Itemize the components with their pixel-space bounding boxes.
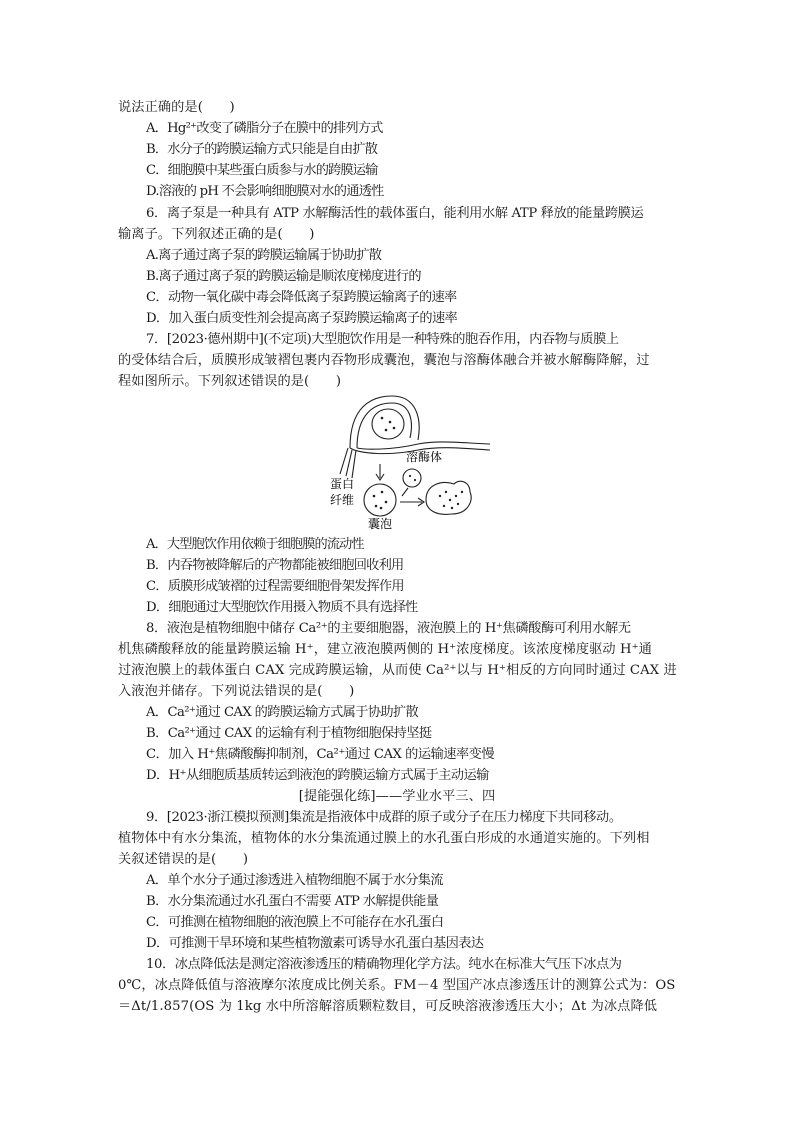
question-10-stem: 10．冰点降低法是测定溶液渗透压的精确物理化学方法。纯水在标准大气压下冰点为 [146, 957, 622, 972]
label-protein-fiber-1: 蛋白 [330, 477, 355, 491]
question-10-stem-cont: ＝Δt/1.857(OS 为 1kg 水中所溶解溶质颗粒数目，可反映溶液渗透压大小；Δt 为冰点降低 [118, 999, 658, 1014]
option-d: D．H⁺从细胞质基质转运到液泡的跨膜运输方式属于主动运输 [146, 768, 489, 783]
option-a: A．大型胞饮作用依赖于细胞膜的流动性 [146, 537, 364, 552]
option-c: C．可推测在植物细胞的液泡膜上不可能存在水孔蛋白 [146, 915, 444, 930]
question-7-stem-cont: 程如图所示。下列叙述错误的是( ) [118, 374, 342, 389]
option-b: B．Ca²⁺通过 CAX 的运输有利于植物细胞保持坚挺 [146, 726, 432, 741]
option-d: D．加入蛋白质变性剂会提高离子泵跨膜运输离子的速率 [146, 311, 458, 326]
option-b: B．水分集流通过水孔蛋白不需要 ATP 水解提供能量 [146, 894, 439, 909]
label-vesicle: 囊泡 [368, 517, 393, 530]
question-8-stem-cont: 机焦磷酸释放的能量跨膜运输 H⁺，建立液泡膜两侧的 H⁺浓度梯度。该浓度梯度驱动 H⁺通 [118, 642, 652, 657]
option-d: D．可推测干旱环境和某些植物激素可诱导水孔蛋白基因表达 [146, 936, 484, 951]
question-10-stem-cont: 0℃，冰点降低值与溶液摩尔浓度成比例关系。FM－4 型国产冰点渗透压计的测算公式为：OS [118, 978, 676, 993]
question-8-stem: 8．液泡是植物细胞中储存 Ca²⁺的主要细胞器，液泡膜上的 H⁺焦磷酸酶可利用水解无 [146, 621, 631, 636]
plasma-membrane-inner [357, 442, 490, 449]
question-8-stem-cont: 过液泡膜上的载体蛋白 CAX 完成跨膜运输，从而使 Ca²⁺以与 H⁺相反的方向同时通过 CAX 进 [118, 663, 677, 678]
option-d: D．细胞通过大型胞饮作用摄入物质不具有选择性 [146, 600, 418, 615]
option-d: D.溶液的 pH 不会影响细胞膜对水的通透性 [146, 184, 384, 199]
option-b: B.离子通过离子泵的跨膜运输是顺浓度梯度进行的 [146, 269, 421, 284]
option-a: A．Hg²⁺改变了磷脂分子在膜中的排列方式 [146, 121, 383, 136]
lysosome-circle [403, 469, 421, 487]
option-a: A．单个水分子通过渗透进入植物细胞不属于水分集流 [146, 873, 443, 888]
option-c: C．质膜形成皱褶的过程需要细胞骨架发挥作用 [146, 579, 404, 594]
question-6-stem-cont: 输离子。下列叙述正确的是( ) [118, 227, 315, 242]
question-9-stem-cont: 关叙述错误的是( ) [118, 852, 249, 867]
option-a: A．Ca²⁺通过 CAX 的跨膜运输方式属于协助扩散 [146, 705, 419, 720]
question-7-stem: 7．[2023·德州期中](不定项)大型胞饮作用是一种特殊的胞吞作用，内吞物与质膜上 [146, 332, 619, 347]
question-9-stem: 9．[2023·浙江模拟预测]集流是指液体中成群的原子或分子在压力梯度下共同移动。 [146, 810, 622, 825]
option-b: B．内吞物被降解后的产物都能被细胞回收利用 [146, 558, 404, 573]
label-lysosome: 溶酶体 [406, 450, 443, 464]
pinocytosis-figure [330, 388, 500, 530]
option-c: C．加入 H⁺焦磷酸酶抑制剂，Ca²⁺通过 CAX 的运输速率变慢 [146, 747, 495, 762]
question-6-stem: 6．离子泵是一种具有 ATP 水解酶活性的载体蛋白，能利用水解 ATP 释放的能量跨膜运 [146, 206, 644, 221]
fused-vesicle [426, 481, 471, 514]
question-9-stem-cont: 植物体中有水分集流，植物体的水分集流通过膜上的水孔蛋白形成的水通道实施的。下列相 [118, 831, 650, 846]
option-c: C．动物一氧化碳中毒会降低离子泵跨膜运输离子的速率 [146, 290, 457, 305]
option-b: B．水分子的跨膜运输方式只能是自由扩散 [146, 142, 378, 157]
question-8-stem-cont: 入液泡并储存。下列说法错误的是( ) [118, 684, 355, 699]
section-heading: [提能强化练]——学业水平三、四 [298, 789, 496, 804]
text-line: 说法正确的是( ) [118, 100, 235, 115]
label-protein-fiber-2: 纤维 [330, 493, 355, 507]
pinocytosis-diagram [330, 388, 500, 530]
question-7-stem-cont: 的受体结合后，质膜形成皱褶包裹内吞物形成囊泡，囊泡与溶酶体融合并被水解酶降解，过 [118, 353, 650, 368]
vesicle-circle [364, 484, 396, 516]
option-a: A.离子通过离子泵的跨膜运输属于协助扩散 [146, 248, 382, 263]
engulfed-vesicle [372, 409, 404, 439]
option-c: C．细胞膜中某些蛋白质参与水的跨膜运输 [146, 163, 378, 178]
